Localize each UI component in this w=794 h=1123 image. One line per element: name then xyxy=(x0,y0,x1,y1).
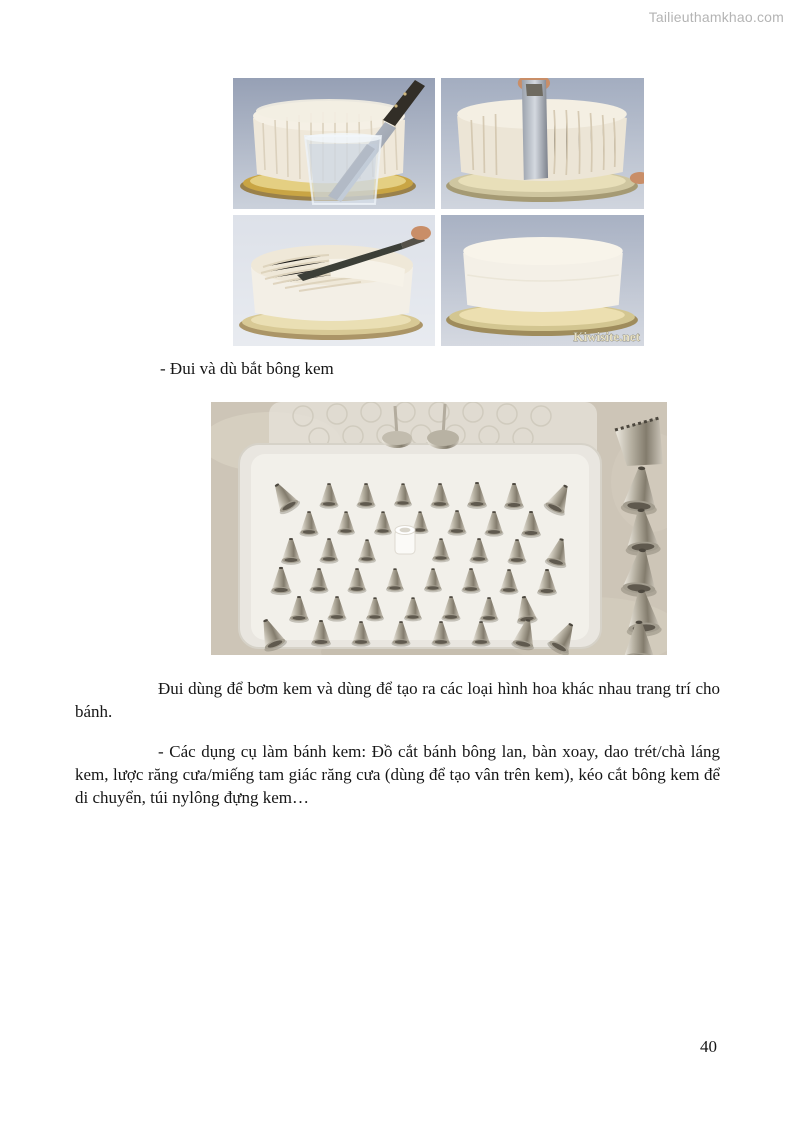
caption-piping-tips: - Đui và dù bắt bông kem xyxy=(160,359,334,378)
paragraph-tools-list: - Các dụng cụ làm bánh kem: Đồ cắt bánh bông lan, bàn xoay, dao trét/chà láng kem, lược răng cưa/miếng tam giác răng cưa (dùng để tạo vân trên kem), kéo cắt bông kem để di chuyển, túi nylông đựng kem… xyxy=(75,742,720,807)
cake-icing-collage xyxy=(233,78,644,346)
site-watermark: Tailieuthamkhao.com xyxy=(648,9,784,25)
cake-photo-finished xyxy=(441,215,644,346)
page-number: 40 xyxy=(700,1037,717,1056)
photo-watermark: Kiwisite.net xyxy=(573,329,640,344)
piping-tips-photo xyxy=(211,402,667,655)
cake-photo-smoothing-side xyxy=(441,78,644,209)
paragraph-piping-use: Đui dùng để bơm kem và dùng để tạo ra các loại hình hoa khác nhau trang trí cho bánh. xyxy=(75,679,720,721)
cake-photo-smoothing-top xyxy=(233,215,435,346)
cake-photo-spatula-in-glass xyxy=(233,78,435,209)
piping-tips-image xyxy=(211,402,667,655)
